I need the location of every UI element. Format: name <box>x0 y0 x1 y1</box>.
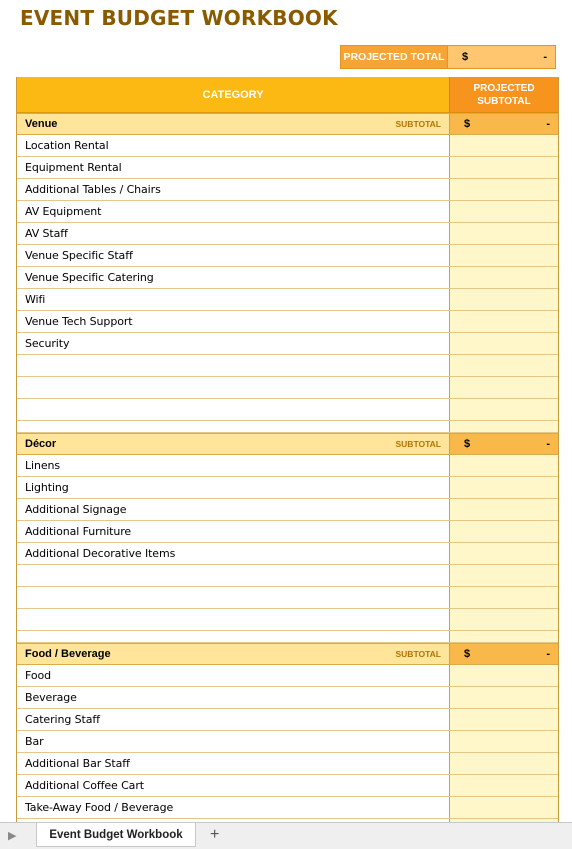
item-amount-cell[interactable] <box>449 609 558 630</box>
item-cell[interactable] <box>17 565 449 586</box>
gap-cell <box>449 631 558 642</box>
gap-cell <box>17 631 449 642</box>
item-cell[interactable] <box>17 355 449 376</box>
item-amount-cell[interactable] <box>449 521 558 542</box>
item-amount-cell[interactable] <box>449 499 558 520</box>
item-cell[interactable]: AV Staff <box>17 223 449 244</box>
projected-header-line1: PROJECTED <box>473 82 535 94</box>
gap-cell <box>449 421 558 432</box>
section-subtotal-cell[interactable] <box>449 114 558 134</box>
table-row <box>17 609 558 631</box>
section-name-cell[interactable] <box>17 434 449 454</box>
subtotal-currency: $ <box>464 438 471 450</box>
item-amount-cell[interactable] <box>449 775 558 796</box>
subtotal-currency: $ <box>464 648 471 660</box>
section-header-row <box>17 433 558 455</box>
item-amount-cell[interactable] <box>449 135 558 156</box>
item-amount-cell[interactable] <box>449 377 558 398</box>
item-cell[interactable] <box>17 609 449 630</box>
item-amount-cell[interactable] <box>449 399 558 420</box>
item-amount-cell[interactable] <box>449 311 558 332</box>
item-cell[interactable]: Venue Tech Support <box>17 311 449 332</box>
subtotal-value: - <box>546 118 550 130</box>
item-cell[interactable]: Venue Specific Catering <box>17 267 449 288</box>
projected-subtotal-header[interactable] <box>449 77 558 113</box>
item-cell[interactable]: Additional Signage <box>17 499 449 520</box>
item-cell[interactable] <box>17 587 449 608</box>
item-amount-cell[interactable] <box>449 797 558 818</box>
table-row <box>17 377 558 399</box>
subtotal-label: SUBTOTAL <box>395 439 441 449</box>
item-cell[interactable]: Beverage <box>17 687 449 708</box>
subtotal-value: - <box>546 438 550 450</box>
item-amount-cell[interactable] <box>449 565 558 586</box>
item-amount-cell[interactable] <box>449 355 558 376</box>
item-cell[interactable]: Venue Specific Staff <box>17 245 449 266</box>
item-amount-cell[interactable] <box>449 665 558 686</box>
table-row <box>17 267 558 289</box>
item-amount-cell[interactable] <box>449 709 558 730</box>
projected-total-value-cell[interactable] <box>448 45 556 69</box>
section-gap <box>17 421 558 433</box>
section-name: Venue <box>25 118 58 130</box>
item-cell[interactable]: AV Equipment <box>17 201 449 222</box>
item-amount-cell[interactable] <box>449 543 558 564</box>
projected-total <box>340 45 556 69</box>
table-row <box>17 797 558 819</box>
item-cell[interactable] <box>17 377 449 398</box>
projected-total-currency: $ <box>462 51 469 63</box>
sheet-tab-bar <box>0 822 572 849</box>
table-row <box>17 333 558 355</box>
table-row <box>17 543 558 565</box>
item-amount-cell[interactable] <box>449 245 558 266</box>
item-amount-cell[interactable] <box>449 477 558 498</box>
section-name-cell[interactable] <box>17 114 449 134</box>
item-amount-cell[interactable] <box>449 223 558 244</box>
section-header-row <box>17 113 558 135</box>
section-header-row <box>17 643 558 665</box>
item-amount-cell[interactable] <box>449 267 558 288</box>
subtotal-label: SUBTOTAL <box>395 649 441 659</box>
section-subtotal-cell[interactable] <box>449 644 558 664</box>
table-row <box>17 289 558 311</box>
section-name: Décor <box>25 438 57 450</box>
item-cell[interactable] <box>17 399 449 420</box>
item-cell[interactable]: Equipment Rental <box>17 157 449 178</box>
item-amount-cell[interactable] <box>449 289 558 310</box>
table-header <box>17 77 558 113</box>
item-cell[interactable]: Additional Furniture <box>17 521 449 542</box>
sheet-tab-active[interactable]: Event Budget Workbook <box>36 823 196 847</box>
table-row <box>17 223 558 245</box>
item-cell[interactable]: Catering Staff <box>17 709 449 730</box>
table-row <box>17 587 558 609</box>
item-cell[interactable]: Take-Away Food / Beverage <box>17 797 449 818</box>
section-gap <box>17 631 558 643</box>
workbook-title: EVENT BUDGET WORKBOOK <box>20 6 338 30</box>
table-row <box>17 179 558 201</box>
projected-total-label: PROJECTED TOTAL <box>340 45 448 69</box>
item-amount-cell[interactable] <box>449 587 558 608</box>
section-name: Food / Beverage <box>25 648 111 660</box>
item-cell[interactable]: Location Rental <box>17 135 449 156</box>
table-row <box>17 455 558 477</box>
table-row <box>17 665 558 687</box>
table-row <box>17 477 558 499</box>
play-icon[interactable]: ▶ <box>8 830 17 842</box>
item-amount-cell[interactable] <box>449 753 558 774</box>
subtotal-value: - <box>546 648 550 660</box>
table-row <box>17 201 558 223</box>
item-cell[interactable]: Lighting <box>17 477 449 498</box>
item-cell[interactable]: Additional Bar Staff <box>17 753 449 774</box>
subtotal-label: SUBTOTAL <box>395 119 441 129</box>
category-header[interactable]: CATEGORY <box>17 77 449 113</box>
item-cell[interactable]: Additional Tables / Chairs <box>17 179 449 200</box>
budget-sheet <box>16 77 559 841</box>
item-cell[interactable]: Bar <box>17 731 449 752</box>
table-row <box>17 157 558 179</box>
item-amount-cell[interactable] <box>449 455 558 476</box>
item-cell[interactable]: Wifi <box>17 289 449 310</box>
subtotal-currency: $ <box>464 118 471 130</box>
table-row <box>17 311 558 333</box>
table-row <box>17 135 558 157</box>
gap-cell <box>17 421 449 432</box>
table-row <box>17 687 558 709</box>
table-row <box>17 753 558 775</box>
item-cell[interactable]: Food <box>17 665 449 686</box>
table-row <box>17 521 558 543</box>
projected-header-line2: SUBTOTAL <box>477 95 531 107</box>
table-row <box>17 775 558 797</box>
item-cell[interactable]: Additional Coffee Cart <box>17 775 449 796</box>
projected-total-value: - <box>543 51 547 63</box>
table-row <box>17 499 558 521</box>
section-name-cell[interactable] <box>17 644 449 664</box>
table-row <box>17 245 558 267</box>
table-row <box>17 731 558 753</box>
table-row <box>17 709 558 731</box>
item-amount-cell[interactable] <box>449 157 558 178</box>
item-amount-cell[interactable] <box>449 179 558 200</box>
item-amount-cell[interactable] <box>449 731 558 752</box>
item-cell[interactable]: Linens <box>17 455 449 476</box>
add-sheet-icon[interactable]: + <box>210 826 220 843</box>
item-cell[interactable]: Security <box>17 333 449 354</box>
section-subtotal-cell[interactable] <box>449 434 558 454</box>
table-row <box>17 399 558 421</box>
item-amount-cell[interactable] <box>449 333 558 354</box>
table-row <box>17 565 558 587</box>
table-row <box>17 355 558 377</box>
item-cell[interactable]: Additional Decorative Items <box>17 543 449 564</box>
item-amount-cell[interactable] <box>449 687 558 708</box>
item-amount-cell[interactable] <box>449 201 558 222</box>
